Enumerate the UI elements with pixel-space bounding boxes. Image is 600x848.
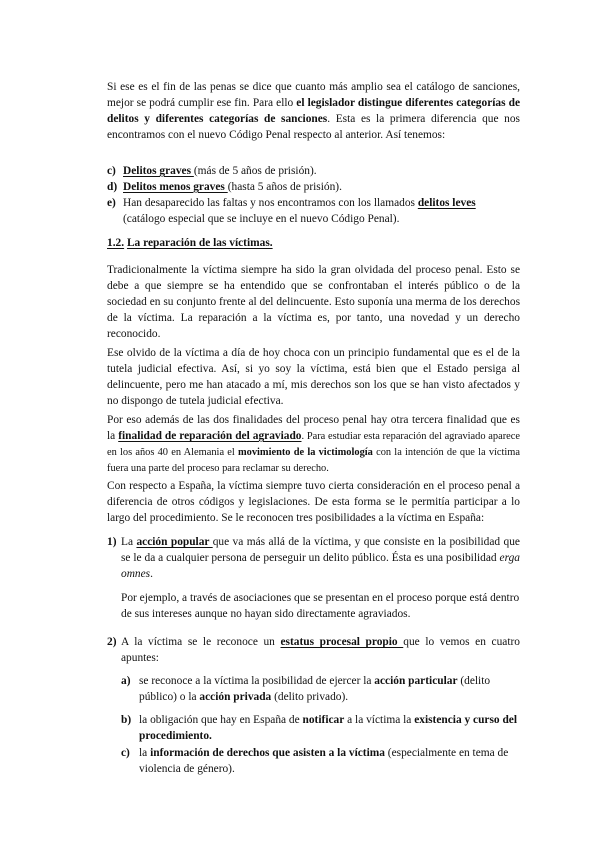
- n1-text-cont: que va más allá de la víctima, y que consiste en la posibilidad que se le da a cualquier persona de perseguir un delito público. Ésta es una posibilidad: [121, 536, 520, 564]
- sub-text: (delito privado).: [271, 691, 349, 703]
- paragraph-1: Tradicionalmente la víctima siempre ha sido la gran olvidada del proceso penal. Esto se debe a que siempre se ha entendido que se confrontaban el interés público o de la sociedad en su conjunto frente al del delincuente. Esto suponía una merma de los derechos de la víctima. La reparación a la víctima es, por tanto, una novedad y un derecho reconocido.: [107, 264, 520, 340]
- paragraph-2: Ese olvido de la víctima a día de hoy choca con un principio fundamental que es el de la tutela judicial efectiva. Así, si yo soy la víctima, está bien que el Estado persiga al delincuente, pero me han atacado a mí, mis derechos son los que se han visto afectados y no dispongo de tutela judicial efectiva.: [107, 347, 520, 407]
- n1-italic: erga omnes: [121, 552, 520, 580]
- sub-text: la obligación que hay en España de: [139, 714, 303, 726]
- sub-text: (delito público) o la: [139, 675, 491, 703]
- sub-bold: notificar: [302, 714, 345, 726]
- sub-label: b): [121, 714, 132, 726]
- sub-bold: acción particular: [374, 675, 458, 687]
- sub-text: (especialmente en tema de violencia de género).: [139, 747, 509, 775]
- paragraph-3: [107, 412, 520, 476]
- list-desc: (más de 5 años de prisión).: [193, 165, 317, 177]
- list-desc: (hasta 5 años de prisión).: [227, 181, 342, 193]
- n1-text: La: [121, 536, 137, 548]
- intro-paragraph: [107, 79, 520, 143]
- numbered-label: 1): [107, 536, 117, 548]
- n2-text: A la víctima se le reconoce un: [121, 636, 281, 648]
- n2-text-end: que lo vemos en cuatro apuntes:: [121, 636, 520, 664]
- sub-item: [139, 745, 520, 777]
- intro-text-end: . Esta es la primera diferencia que nos encontramos con el nuevo Código Penal respecto al anterior. Así tenemos:: [107, 113, 520, 141]
- sub-text: se reconoce a la víctima la posibilidad de ejercer la: [139, 675, 375, 687]
- paragraph-4: Con respecto a España, la víctima siempre tuvo cierta consideración en el proceso penal a diferencia de otros códigos y legislaciones. De esta forma se le permitía participar a lo largo del procedimiento. Se le reconocen tres posibilidades a la víctima en España:: [107, 480, 520, 524]
- sub-item: [139, 673, 520, 705]
- list-desc-cont: (catálogo especial que se incluye en el nuevo Código Penal).: [123, 213, 400, 225]
- p3-bold-term: finalidad de reparación del agraviado: [118, 430, 302, 442]
- sub-label: c): [121, 747, 130, 759]
- list-label: d): [107, 181, 118, 193]
- sub-text: a la víctima la: [344, 714, 415, 726]
- numbered-item-text: [121, 634, 520, 666]
- list-label: e): [107, 197, 116, 209]
- n2-bold-term: estatus procesal propio: [280, 636, 404, 648]
- n1-text-end: .: [150, 568, 153, 580]
- list-label: c): [107, 165, 116, 177]
- p3-small-text: . Para estudiar esta reparación del agraviado aparece en los años 40 en Alemania el: [107, 431, 520, 458]
- intro-text: Si ese es el fin de las penas se dice que cuanto más amplio sea el catálogo de sanciones, mejor se podrá cumplir ese fin. Para ello: [107, 81, 520, 109]
- sub-bold: información de derechos que asisten a la víctima: [150, 747, 385, 759]
- sub-item: [139, 712, 520, 744]
- p3-small-end: con la intención de que la víctima fuera una parte del proceso para reclamar su derecho.: [107, 447, 520, 474]
- section-title: La reparación de las víctimas.: [126, 237, 273, 249]
- sub-bold: acción privada: [199, 691, 272, 703]
- sub-bold: existencia y curso del procedimiento.: [139, 714, 518, 742]
- intro-bold: el legislador distingue diferentes categorías de delitos y diferentes categorías de sanciones: [107, 97, 520, 125]
- p3-bold-small: movimiento de la victimología: [237, 447, 373, 458]
- p3-text: Por eso además de las dos finalidades del proceso penal hay otra tercera finalidad que es la: [107, 414, 520, 442]
- section-heading: [107, 235, 527, 251]
- sub-label: a): [121, 675, 131, 687]
- numbered-item-text: [121, 534, 520, 582]
- list-term: delitos leves: [417, 197, 476, 209]
- sub-text: la: [139, 747, 151, 759]
- list-desc: Han desaparecido las faltas y nos encontramos con los llamados: [123, 197, 418, 209]
- numbered-label: 2): [107, 636, 117, 648]
- n1-bold-term: acción popular: [136, 536, 213, 548]
- numbered-item-extra: Por ejemplo, a través de asociaciones que se presentan en el proceso porque está dentro de sus intereses aunque no hayan sido directamente agraviados.: [121, 592, 520, 620]
- section-number: 1.2.: [107, 237, 125, 249]
- list-term: Delitos menos graves: [123, 181, 228, 193]
- list-term: Delitos graves: [123, 165, 194, 177]
